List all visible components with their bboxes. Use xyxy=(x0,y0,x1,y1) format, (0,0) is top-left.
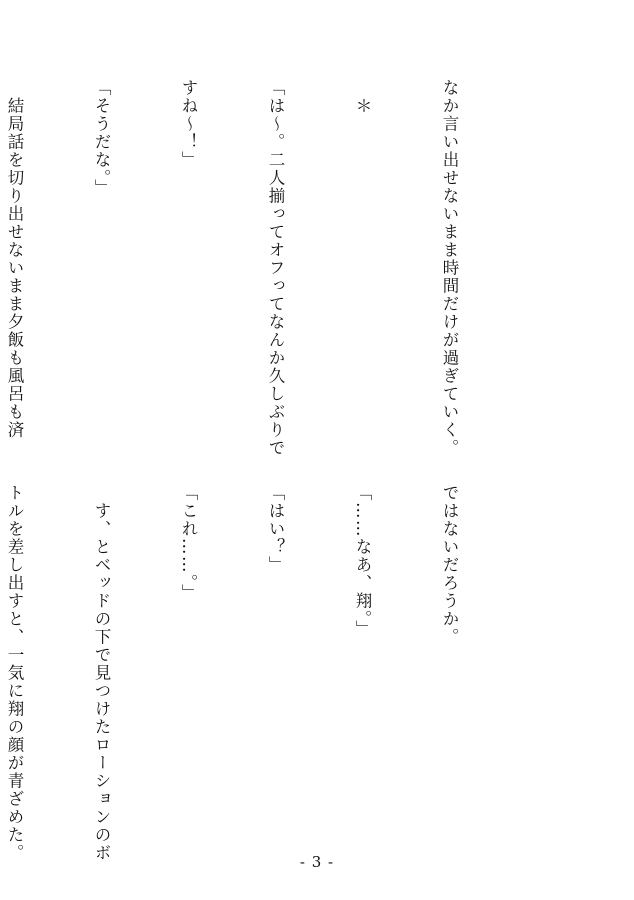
text-line: すね～！」 xyxy=(179,79,198,169)
upper-text-block xyxy=(0,79,522,457)
text-line: 「はい？」 xyxy=(266,484,285,574)
text-line: 「……なあ、翔。」 xyxy=(353,484,372,638)
page-number: - 3 - xyxy=(299,853,335,871)
text-line: なか言い出せないまま時間だけが過ぎていく。 xyxy=(440,79,459,457)
lower-text-block xyxy=(0,484,522,862)
text-line: トルを差し出すと、一気に翔の顔が青ざめた。 xyxy=(5,484,24,862)
text-line: 「これ……。」 xyxy=(179,484,198,602)
text-line: 結局話を切り出せないまま夕飯も風呂も済 xyxy=(5,79,24,439)
section-break-asterisk: ＊ xyxy=(353,79,372,115)
text-line: 「そうだな。」 xyxy=(92,79,111,197)
text-line: す、とベッドの下で見つけたローションのボ xyxy=(92,484,111,862)
text-line: 「は～。二人揃ってオフってなんか久しぶりで xyxy=(266,79,285,457)
text-line: ではないだろうか。 xyxy=(440,484,459,646)
